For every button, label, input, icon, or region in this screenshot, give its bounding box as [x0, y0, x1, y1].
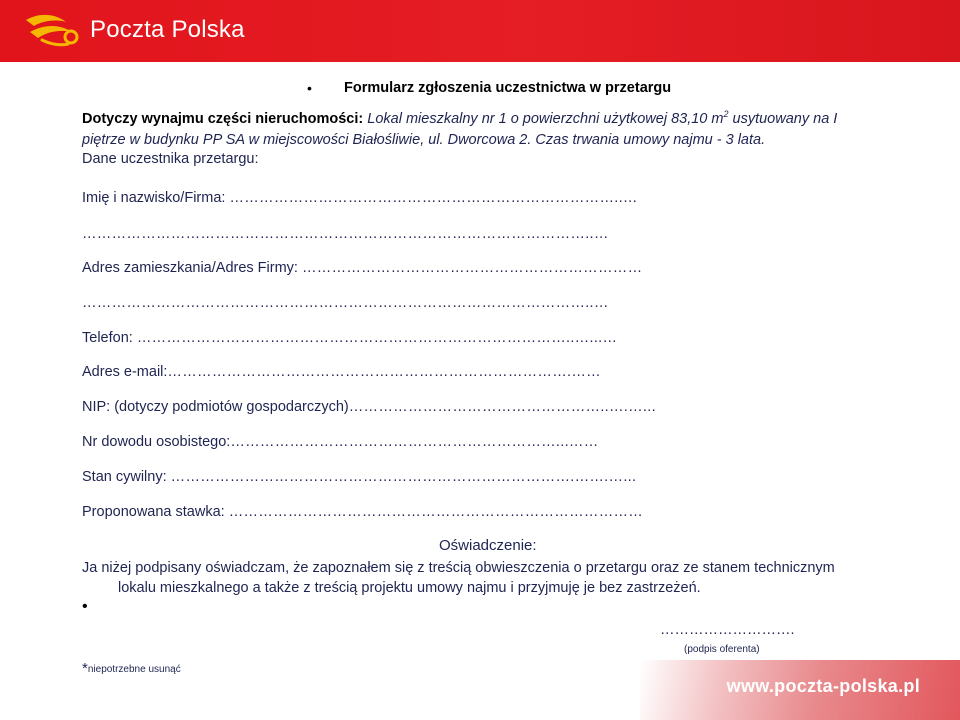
footer-url-link[interactable]: www.poczta-polska.pl	[726, 676, 920, 696]
field-label: Adres zamieszkania/Adres Firmy:	[82, 260, 302, 276]
field-email[interactable]	[82, 364, 601, 380]
field-label: Nr dowodu osobistego:	[82, 434, 231, 450]
field-blank[interactable]: ……………………………………………………………	[301, 260, 643, 276]
field-proposed-rate[interactable]	[82, 504, 643, 520]
declaration-line: Ja niżej podpisany oświadczam, że zapoznałem się z treścią obwieszczenia o przetargu oraz ze stanem technicznym	[82, 560, 835, 576]
field-nip[interactable]	[82, 399, 656, 415]
field-blank[interactable]: ……………………………………………………………………..…	[229, 190, 638, 206]
field-label: Telefon:	[82, 330, 137, 346]
concern-label: Dotyczy wynajmu części nieruchomości:	[82, 110, 364, 127]
field-blank[interactable]: ……………………………………………………………………….……	[167, 364, 601, 380]
bullet: •	[82, 598, 88, 615]
signature-line[interactable]: ……………………….	[660, 622, 795, 638]
horn-icon	[22, 10, 84, 50]
header-bar	[0, 0, 960, 62]
field-label: Stan cywilny:	[82, 469, 171, 485]
declaration-line: lokalu mieszkalnego a także z treścią projektu umowy najmu i przyjmuję je bez zastrzeżeń.	[118, 580, 701, 596]
field-blank[interactable]: ……………………………………………..….…...	[348, 399, 656, 415]
field-address[interactable]	[82, 260, 642, 276]
footer-band	[640, 660, 960, 720]
field-address-cont[interactable]	[82, 295, 609, 311]
field-blank[interactable]: ……………………………………………………………………………..…...…	[136, 330, 618, 346]
field-blank[interactable]: …………………………………………………………………………………………..…	[82, 295, 609, 311]
footnote	[82, 660, 181, 677]
footnote-text: niepotrzebne usunąć	[87, 664, 181, 675]
brand-logo[interactable]	[22, 10, 245, 50]
field-id-number[interactable]	[82, 434, 599, 450]
concern-text-cont: piętrze w budynku PP SA w miejscowości Białośliwie, ul. Dworcowa 2. Czas trwania umowy najmu - 3 lata.	[82, 131, 766, 148]
concern-text-end: usytuowany na I	[728, 110, 838, 127]
field-label: NIP: (dotyczy podmiotów gospodarczych)	[82, 399, 349, 415]
field-label: Proponowana stawka:	[82, 504, 229, 520]
concern-text: Lokal mieszkalny nr 1 o powierzchni użytkowej 83,10 m	[363, 110, 724, 127]
field-blank[interactable]: …………………………………………………………………………………………..…	[82, 226, 609, 242]
field-name-cont[interactable]	[82, 226, 609, 242]
declaration-title: Oświadczenie:	[439, 537, 537, 554]
declaration-text	[82, 558, 942, 598]
footnote-star: *	[82, 660, 88, 677]
field-phone[interactable]	[82, 330, 617, 346]
signature-caption: (podpis oferenta)	[684, 644, 760, 655]
field-blank[interactable]: ……………………………………………………………………….…….…...	[170, 469, 637, 485]
field-blank[interactable]: …………………………………………………………...……	[230, 434, 599, 450]
bullet: •	[307, 80, 312, 96]
concern-paragraph	[82, 104, 942, 151]
field-label: Imię i nazwisko/Firma:	[82, 190, 230, 206]
field-label: Adres e-mail:	[82, 364, 168, 380]
field-blank[interactable]: …………………………………………………………………………	[228, 504, 644, 520]
brand-name: Poczta Polska	[90, 16, 245, 43]
field-marital-status[interactable]	[82, 469, 636, 485]
form-document	[0, 62, 960, 720]
field-name[interactable]	[82, 190, 638, 206]
section-label: Dane uczestnika przetargu:	[82, 151, 259, 167]
concern-sup: 2	[723, 109, 729, 119]
form-title: Formularz zgłoszenia uczestnictwa w przetargu	[344, 80, 672, 96]
